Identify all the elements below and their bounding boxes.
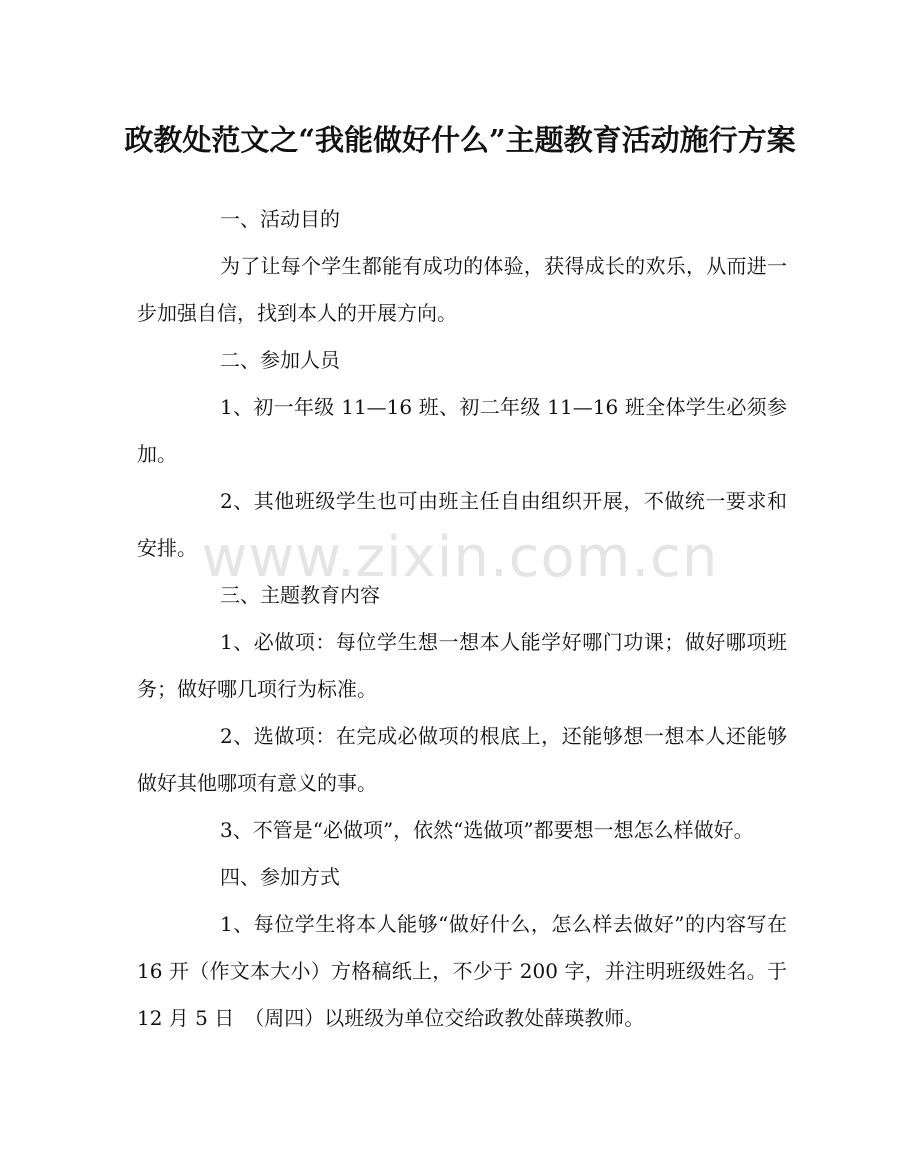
paragraph: 2、选做项：在完成必做项的根底上，还能够想一想本人还能够做好其他哪项有意义的事。: [137, 724, 787, 795]
watermark: www.zixin.com.cn: [201, 525, 719, 590]
section-heading-4: 四、参加方式: [220, 865, 340, 889]
document-body: [137, 196, 807, 1042]
paragraph: 1、初一年级 11—16 班、初二年级 11—16 班全体学生必须参加。: [137, 395, 787, 466]
section-heading-2: 二、参加人员: [220, 348, 340, 372]
section-heading-1: 一、活动目的: [220, 207, 340, 231]
section-heading-3: 三、主题教育内容: [220, 583, 380, 607]
document-title: 政教处范文之“我能做好什么”主题教育活动施行方案: [124, 123, 796, 157]
paragraph: 为了让每个学生都能有成功的体验，获得成长的欢乐，从而进一步加强自信，找到本人的开展方向。: [137, 254, 787, 325]
paragraph: 2、其他班级学生也可由班主任自由组织开展，不做统一要求和安排。: [137, 489, 787, 560]
paragraph: 1、每位学生将本人能够“做好什么，怎么样去做好”的内容写在 16 开（作文本大小）方格稿纸上，不少于 200 字，并注明班级姓名。于 12 月 5 日 （周四）以班级为单位交给政教处薛瑛教师。: [137, 912, 807, 1030]
paragraph: 3、不管是“必做项”，依然“选做项”都要想一想怎么样做好。: [220, 818, 754, 842]
paragraph: 1、必做项：每位学生想一想本人能学好哪门功课；做好哪项班务；做好哪几项行为标准。: [137, 630, 787, 701]
